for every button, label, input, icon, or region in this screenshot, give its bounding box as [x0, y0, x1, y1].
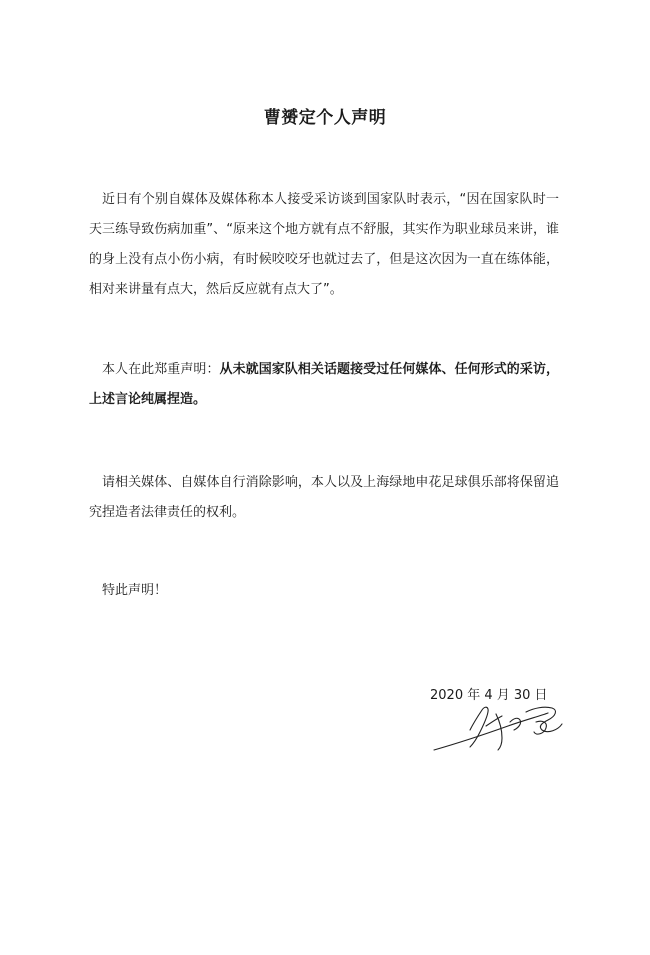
paragraph-2-emphasis: 从未就国家队相关话题接受过任何媒体、任何形式的采访，上述言论纯属捏造。: [89, 362, 559, 407]
statement-date: 2020 年 4 月 30 日: [430, 688, 548, 703]
paragraph-2: [89, 355, 559, 415]
handwritten-signature: [430, 700, 575, 760]
paragraph-3: 请相关媒体、自媒体自行消除影响，本人以及上海绿地申花足球俱乐部将保留追究捏造者法律责任的权利。: [89, 475, 559, 520]
paragraph-2-lead: 本人在此郑重声明：: [102, 362, 220, 377]
paragraph-4: 特此声明！: [102, 583, 168, 598]
document-title: 曹赟定个人声明: [263, 108, 387, 128]
paragraph-1: 近日有个别自媒体及媒体称本人接受采访谈到国家队时表示，“因在国家队时一天三练导致伤病加重”、“原来这个地方就有点不舒服，其实作为职业球员来讲，谁的身上没有点小伤小病，有时候咬咬牙也就过去了，但是这次因为一直在练体能，相对来讲量有点大，然后反应就有点大了”。: [89, 192, 559, 297]
